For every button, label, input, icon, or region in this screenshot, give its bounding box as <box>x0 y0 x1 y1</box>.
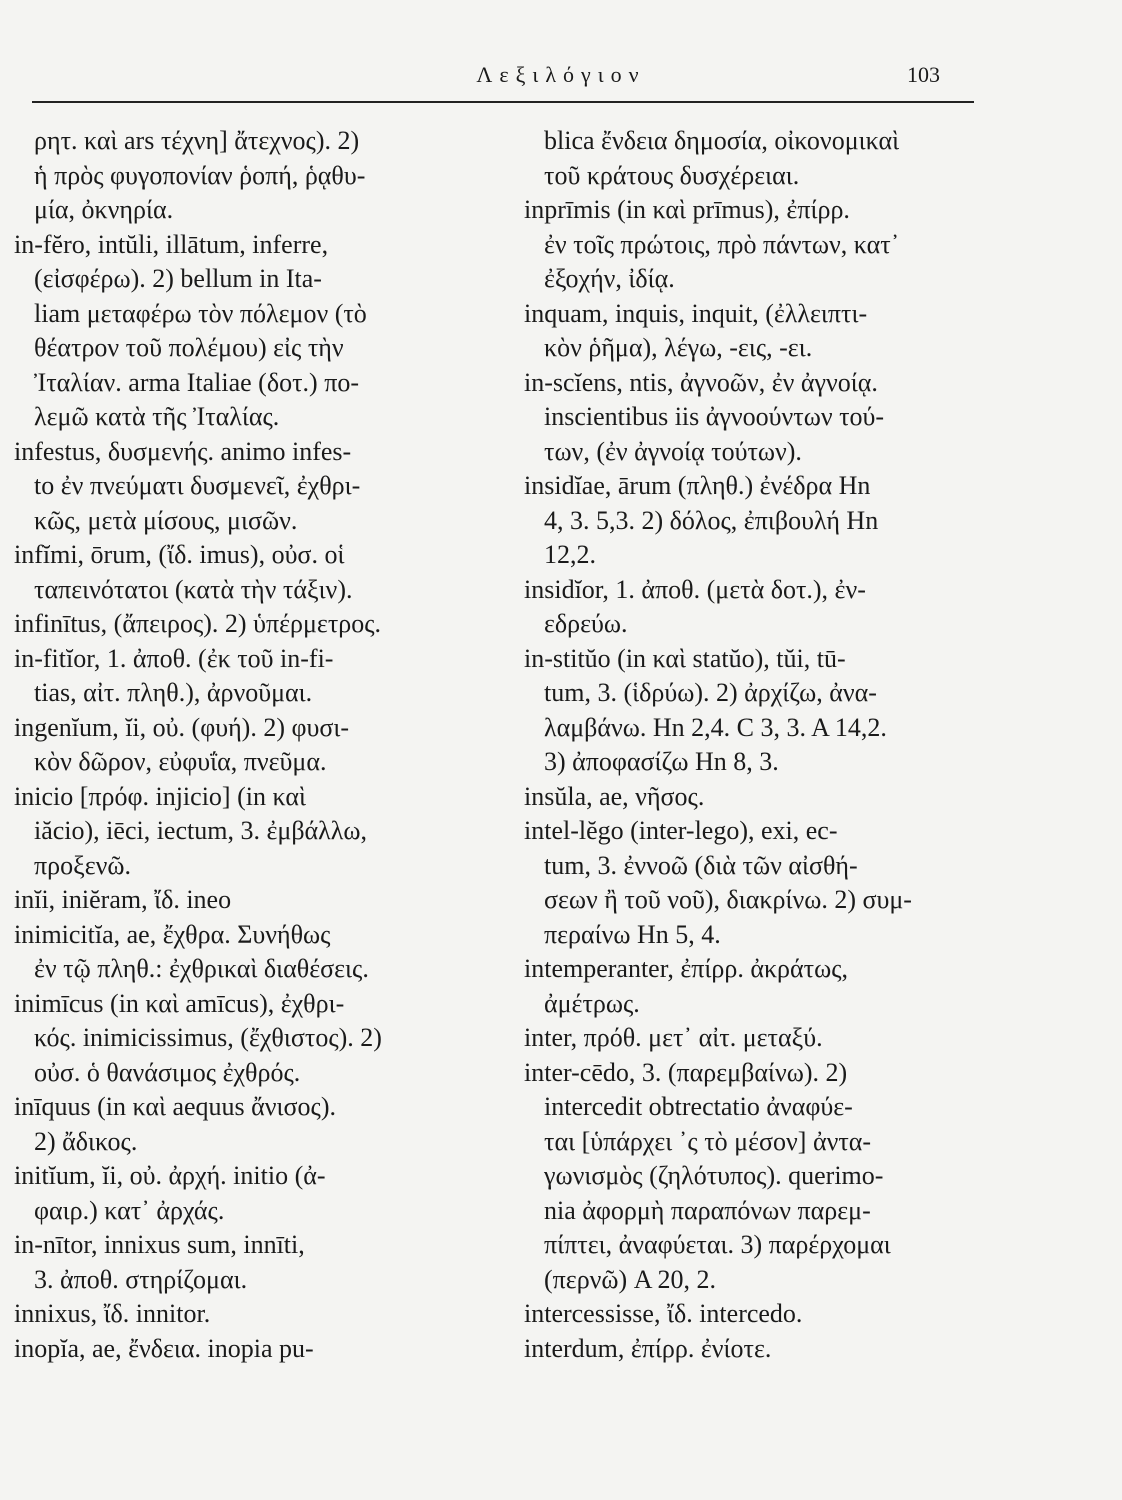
dictionary-line: in-fitĭor, 1. ἀποθ. (ἐκ τοῦ in-fi- <box>14 643 334 673</box>
header-rule <box>32 101 974 103</box>
dictionary-line: τοῦ κράτους δυσχέρειαι. <box>544 160 800 190</box>
dictionary-line: 2) ἄδικος. <box>34 1126 138 1156</box>
dictionary-line: inimicitĭa, ae, ἔχθρα. Συνήθως <box>14 919 331 949</box>
dictionary-line: insidĭae, ārum (πληθ.) ἐνέδρα Hn <box>524 471 871 500</box>
dictionary-line: interdum, ἐπίρρ. ἐνίοτε. <box>524 1333 772 1363</box>
dictionary-line: inopĭa, ae, ἔνδεια. inopia pu- <box>14 1333 314 1363</box>
dictionary-line: tum, 3. ἐννοῶ (διὰ τῶν αἰσθή- <box>544 850 858 880</box>
dictionary-line: intel-lĕgo (inter-lego), exi, ec- <box>524 816 838 845</box>
dictionary-line: οὐσ. ὁ θανάσιμος ἐχθρός. <box>34 1057 301 1087</box>
dictionary-line: περαίνω Hn 5, 4. <box>544 919 721 949</box>
dictionary-line: κὸν δῶρον, εὐφυΐα, πνεῦμα. <box>34 747 327 776</box>
dictionary-line: in-fĕro, intŭli, illātum, inferre, <box>14 229 329 259</box>
dictionary-line: φαιρ.) κατ᾽ ἀρχάς. <box>34 1195 225 1225</box>
running-header-title: Λεξιλόγιον <box>476 62 646 87</box>
dictionary-line: 3. ἀποθ. στηρίζομαι. <box>34 1264 248 1294</box>
dictionary-line: infestus, δυσμενής. animo infes- <box>14 436 352 466</box>
dictionary-line: inprīmis (in καὶ prīmus), ἐπίρρ. <box>524 195 850 224</box>
dictionary-line: insŭla, ae, νῆσος. <box>524 781 705 811</box>
dictionary-line: 3) ἀποφασίζω Hn 8, 3. <box>544 747 779 776</box>
dictionary-line: λαμβάνω. Hn 2,4. C 3, 3. A 14,2. <box>544 712 887 742</box>
dictionary-line: intercessisse, ἴδ. intercedo. <box>524 1299 803 1328</box>
dictionary-line: λεμῶ κατὰ τῆς Ἰταλίας. <box>34 402 280 431</box>
dictionary-line: προξενῶ. <box>34 850 131 880</box>
dictionary-line: inĭi, iniĕram, ἴδ. ineo <box>14 885 232 914</box>
dictionary-line: 4, 3. 5,3. 2) δόλος, ἐπιβουλή Hn <box>544 505 879 535</box>
dictionary-line: blica ἔνδεια δημοσία, οἰκονομικαὶ <box>544 126 900 155</box>
dictionary-line: inicio [πρόφ. injicio] (in καὶ <box>14 781 306 811</box>
dictionary-line: insidĭor, 1. ἀποθ. (μετὰ δοτ.), ἐν- <box>524 574 866 604</box>
dictionary-line: innixus, ἴδ. innitor. <box>14 1299 211 1328</box>
dictionary-line: μία, ὀκνηρία. <box>34 195 174 224</box>
dictionary-line: 12,2. <box>544 540 596 569</box>
dictionary-line: nia ἀφορμὴ παραπόνων παρεμ- <box>544 1195 871 1225</box>
dictionary-line: ταπεινότατοι (κατὰ τὴν τάξιν). <box>34 574 353 604</box>
dictionary-line: ρητ. καὶ ars τέχνη] ἄτεχνος). 2) <box>34 126 360 155</box>
dictionary-line: inimīcus (in καὶ amīcus), ἐχθρι- <box>14 988 345 1018</box>
dictionary-line: ται [ὑπάρχει ᾽ς τὸ μέσον] ἀντα- <box>544 1126 872 1156</box>
dictionary-line: ἀμέτρως. <box>544 988 640 1018</box>
dictionary-line: των, (ἐν ἀγνοίᾳ τούτων). <box>544 436 802 466</box>
page-number: 103 <box>907 62 940 87</box>
dictionary-line: in-nītor, innixus sum, innīti, <box>14 1230 305 1259</box>
dictionary-line: ἐν τῷ πληθ.: ἐχθρικαὶ διαθέσεις. <box>34 954 369 983</box>
dictionary-line: εδρεύω. <box>544 609 628 638</box>
dictionary-line: tias, αἰτ. πληθ.), ἀρνοῦμαι. <box>34 678 313 707</box>
left-column <box>14 124 504 1366</box>
dictionary-line: σεων ἢ τοῦ νοῦ), διακρίνω. 2) συμ- <box>544 885 912 914</box>
right-column <box>524 124 984 1366</box>
dictionary-line: infinītus, (ἄπειρος). 2) ὑπέρμετρος. <box>14 609 382 638</box>
dictionary-line: κῶς, μετὰ μίσους, μισῶν. <box>34 505 298 535</box>
dictionary-line: tum, 3. (ἱδρύω). 2) ἀρχίζω, ἀνα- <box>544 678 877 707</box>
dictionary-line: inīquus (in καὶ aequus ἄνισος). <box>14 1092 336 1121</box>
dictionary-line: intercedit obtrectatio ἀναφύε- <box>544 1092 853 1121</box>
dictionary-line: in-scĭens, ntis, ἀγνοῶν, ἐν ἀγνοίᾳ. <box>524 367 878 397</box>
dictionary-line: ἡ πρὸς φυγοπονίαν ῥοπή, ῥᾳθυ- <box>34 160 366 190</box>
dictionary-line: κὸν ῥῆμα), λέγω, -εις, -ει. <box>544 333 813 362</box>
dictionary-line: initĭum, ĭi, οὐ. ἀρχή. initio (ἀ- <box>14 1161 326 1190</box>
dictionary-line: inquam, inquis, inquit, (ἐλλειπτι- <box>524 298 868 328</box>
dictionary-line: iăcio), iēci, iectum, 3. ἐμβάλλω, <box>34 816 367 845</box>
dictionary-line: ἐξοχήν, ἰδίᾳ. <box>544 264 675 293</box>
dictionary-line: to ἐν πνεύματι δυσμενεῖ, ἐχθρι- <box>34 471 361 500</box>
dictionary-line: (περνῶ) A 20, 2. <box>544 1264 717 1294</box>
dictionary-line: liam μεταφέρω τὸν πόλεμον (τὸ <box>34 298 367 328</box>
dictionary-line: inscientibus iis ἀγνοούντων τού- <box>544 402 885 431</box>
dictionary-line: in-stitŭo (in καὶ statŭo), tŭi, tū- <box>524 643 846 673</box>
dictionary-line: κός. inimicissimus, (ἔχθιστος). 2) <box>34 1023 382 1052</box>
dictionary-line: πίπτει, ἀναφύεται. 3) παρέρχομαι <box>544 1230 891 1259</box>
dictionary-line: γωνισμὸς (ζηλότυπος). querimo- <box>544 1161 884 1190</box>
dictionary-line: (εἰσφέρω). 2) bellum in Ita- <box>34 264 322 293</box>
dictionary-line: inter, πρόθ. μετ᾽ αἰτ. μεταξύ. <box>524 1023 823 1052</box>
dictionary-line: Ἰταλίαν. arma Italiae (δοτ.) πο- <box>34 367 359 397</box>
dictionary-line: θέατρον τοῦ πολέμου) εἰς τὴν <box>34 333 344 362</box>
dictionary-line: inter-cēdo, 3. (παρεμβαίνω). 2) <box>524 1057 848 1087</box>
dictionary-line: infĭmi, ōrum, (ἴδ. imus), οὐσ. οἱ <box>14 540 345 569</box>
dictionary-line: ἐν τοῖς πρώτοις, πρὸ πάντων, κατ᾽ <box>544 229 900 259</box>
dictionary-line: ingenĭum, ĭi, οὐ. (φυή). 2) φυσι- <box>14 712 350 742</box>
dictionary-line: intemperanter, ἐπίρρ. ἀκράτως, <box>524 954 848 983</box>
